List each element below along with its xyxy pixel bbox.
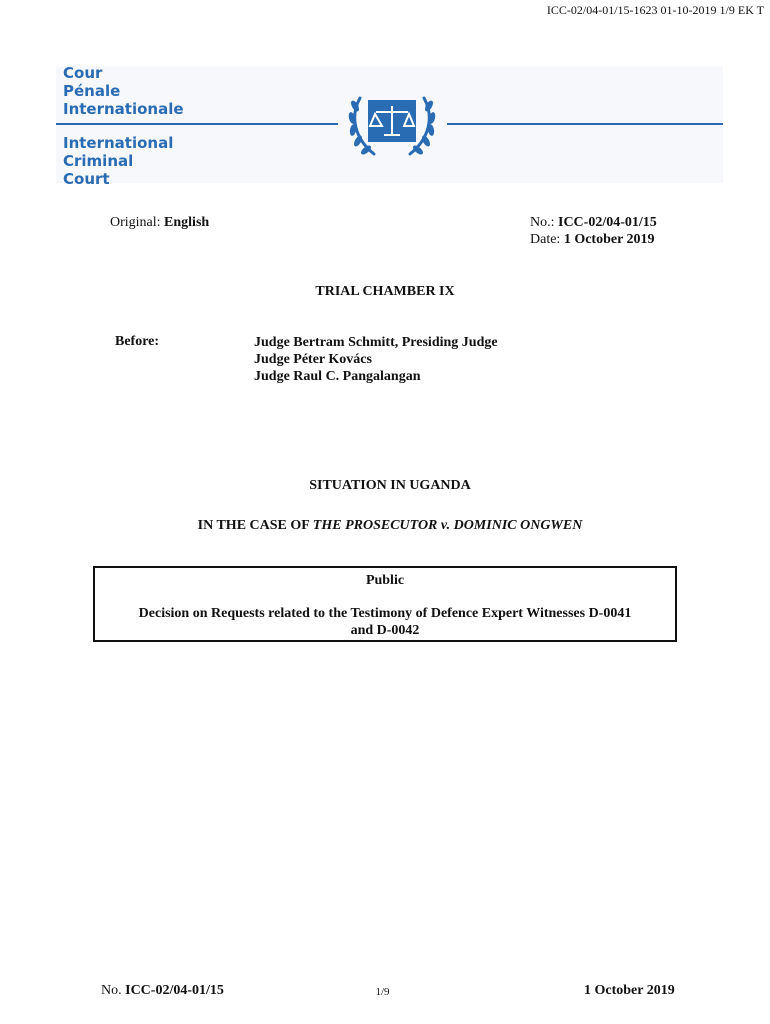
case-number-value: ICC-02/04-01/15 bbox=[558, 215, 657, 230]
situation-title: SITUATION IN UGANDA bbox=[309, 478, 471, 493]
case-number-label: No.: bbox=[530, 215, 555, 230]
case-title bbox=[0, 518, 770, 534]
before-label: Before: bbox=[115, 334, 160, 349]
court-name-fr-line-2: Pénale bbox=[63, 82, 121, 100]
header-rule-right bbox=[447, 123, 723, 125]
classification-label: Public bbox=[365, 573, 405, 588]
document-stamp: ICC-02/04-01/15-1623 01-10-2019 1/9 EK T bbox=[546, 3, 764, 17]
judge-second: Judge Péter Kovács bbox=[254, 352, 372, 367]
footer-no-value: ICC-02/04-01/15 bbox=[125, 983, 224, 998]
court-header-banner bbox=[56, 64, 723, 188]
court-name-en-line-3: Court bbox=[63, 170, 110, 188]
judge-presiding: Judge Bertram Schmitt, Presiding Judge bbox=[254, 335, 498, 350]
court-name-fr-line-3: Internationale bbox=[63, 100, 184, 118]
judge-third: Judge Raul C. Pangalangan bbox=[254, 369, 421, 384]
decision-title bbox=[95, 605, 675, 639]
document-date bbox=[530, 231, 655, 248]
document-title-box bbox=[93, 566, 677, 642]
original-value: English bbox=[164, 215, 210, 230]
chamber-title: TRIAL CHAMBER IX bbox=[315, 284, 455, 299]
date-label: Date: bbox=[530, 232, 561, 247]
date-value: 1 October 2019 bbox=[563, 232, 655, 247]
court-name-en-line-1: International bbox=[63, 134, 174, 152]
icc-emblem-icon bbox=[342, 76, 442, 166]
court-name-fr-line-1: Cour bbox=[63, 64, 103, 82]
original-label: Original: bbox=[110, 215, 161, 230]
judges-list bbox=[254, 334, 498, 385]
footer-no-label: No. bbox=[101, 983, 122, 998]
case-prefix: IN THE CASE OF bbox=[197, 518, 310, 533]
case-number bbox=[530, 214, 657, 231]
page-number: 1/9 bbox=[375, 986, 390, 998]
decision-title-line-2: and D-0042 bbox=[350, 623, 420, 638]
footer-date: 1 October 2019 bbox=[584, 983, 675, 998]
case-name: THE PROSECUTOR v. DOMINIC ONGWEN bbox=[312, 518, 583, 533]
decision-title-line-1: Decision on Requests related to the Testimony of Defence Expert Witnesses D-0041 bbox=[138, 606, 632, 621]
header-rule-left bbox=[56, 123, 338, 125]
court-name-en-line-2: Criminal bbox=[63, 152, 134, 170]
original-language bbox=[110, 214, 209, 231]
